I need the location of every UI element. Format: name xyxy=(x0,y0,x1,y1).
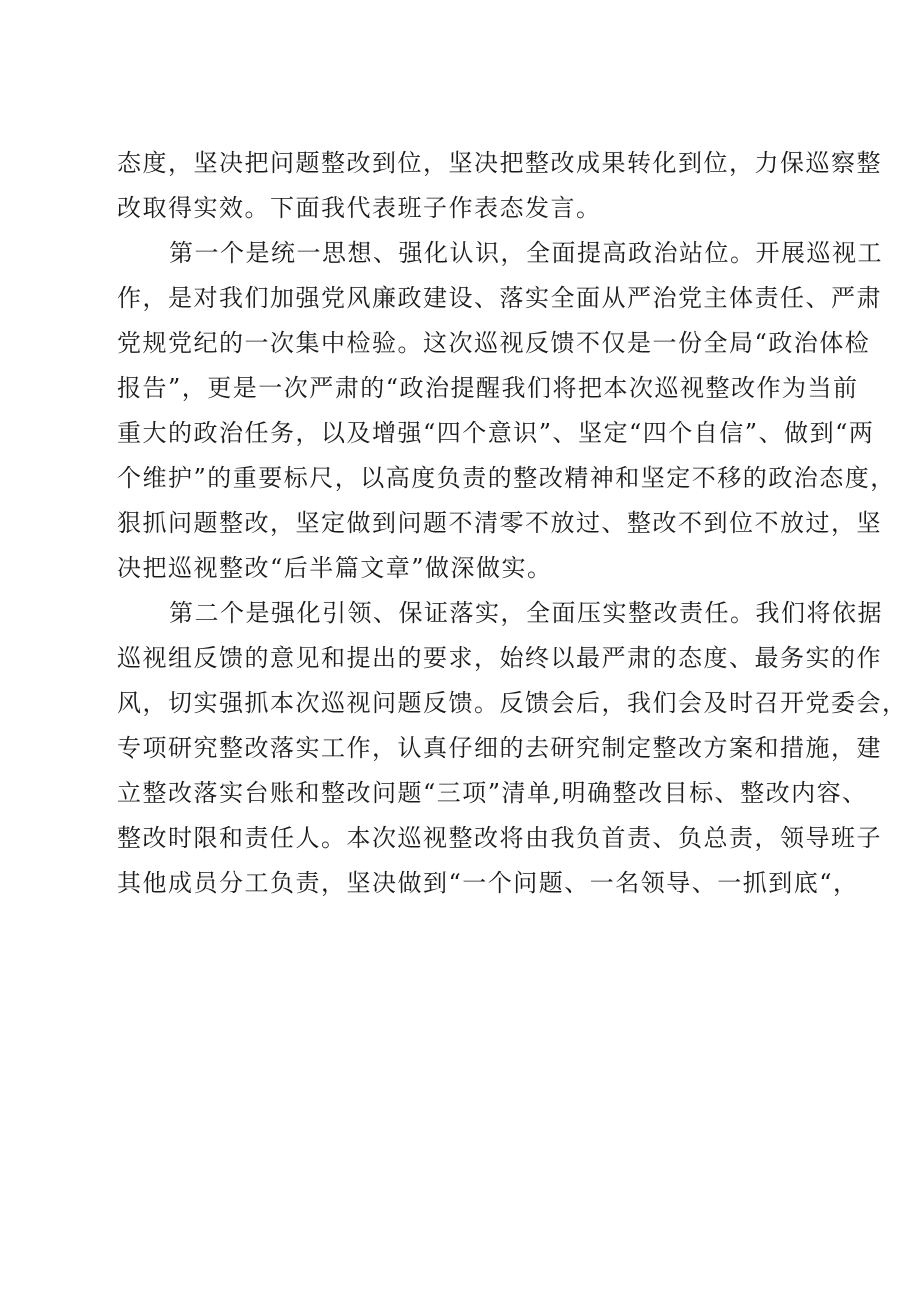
text-line: 第二个是强化引领、保证落实，全面压实整改责任。我们将依据 xyxy=(169,599,883,627)
text-line: 党规党纪的一次集中检验。这次巡视反馈不仅是一份全局“政治体检 xyxy=(117,329,871,357)
paragraph-2 xyxy=(117,231,896,591)
text-line: 整改时限和责任人。本次巡视整改将由我负首责、负总责，领导班子 xyxy=(117,824,882,852)
document-body xyxy=(117,141,908,906)
text-line: 风，切实强抓本次巡视问题反馈。反馈会后，我们会及时召开党委会， xyxy=(117,689,908,717)
text-line: 其他成员分工负责，坚决做到“一个问题、一名领导、一抓到底“， xyxy=(117,869,859,897)
text-line: 态度，坚决把问题整改到位，坚决把整改成果转化到位，力保巡察整 xyxy=(117,149,882,177)
paragraph-1 xyxy=(117,141,882,231)
paragraph-3 xyxy=(117,591,908,906)
text-line: 报告”，更是一次严肃的“政治提醒我们将把本次巡视整改作为当前 xyxy=(117,374,859,402)
text-line: 重大的政治任务，以及增强“四个意识”、坚定“四个自信”、做到“两 xyxy=(117,419,875,447)
text-line: 个维护”的重要标尺，以高度负责的整改精神和坚定不移的政治态度， xyxy=(117,464,896,492)
text-line: 专项研究整改落实工作，认真仔细的去研究制定整改方案和措施，建 xyxy=(117,734,882,762)
text-line: 决把巡视整改“后半篇文章”做深做实。 xyxy=(117,554,553,582)
text-line: 改取得实效。下面我代表班子作表态发言。 xyxy=(117,194,602,222)
text-line: 巡视组反馈的意见和提出的要求，始终以最严肃的态度、最务实的作 xyxy=(117,644,882,672)
text-line: 作，是对我们加强党风廉政建设、落实全面从严治党主体责任、严肃 xyxy=(117,284,882,312)
text-line: 第一个是统一思想、强化认识，全面提高政治站位。开展巡视工 xyxy=(169,239,883,267)
text-line: 狠抓问题整改，坚定做到问题不清零不放过、整改不到位不放过，坚 xyxy=(117,509,882,537)
text-line: 立整改落实台账和整改问题“三项”清单,明确整改目标、整改内容、 xyxy=(117,779,868,807)
